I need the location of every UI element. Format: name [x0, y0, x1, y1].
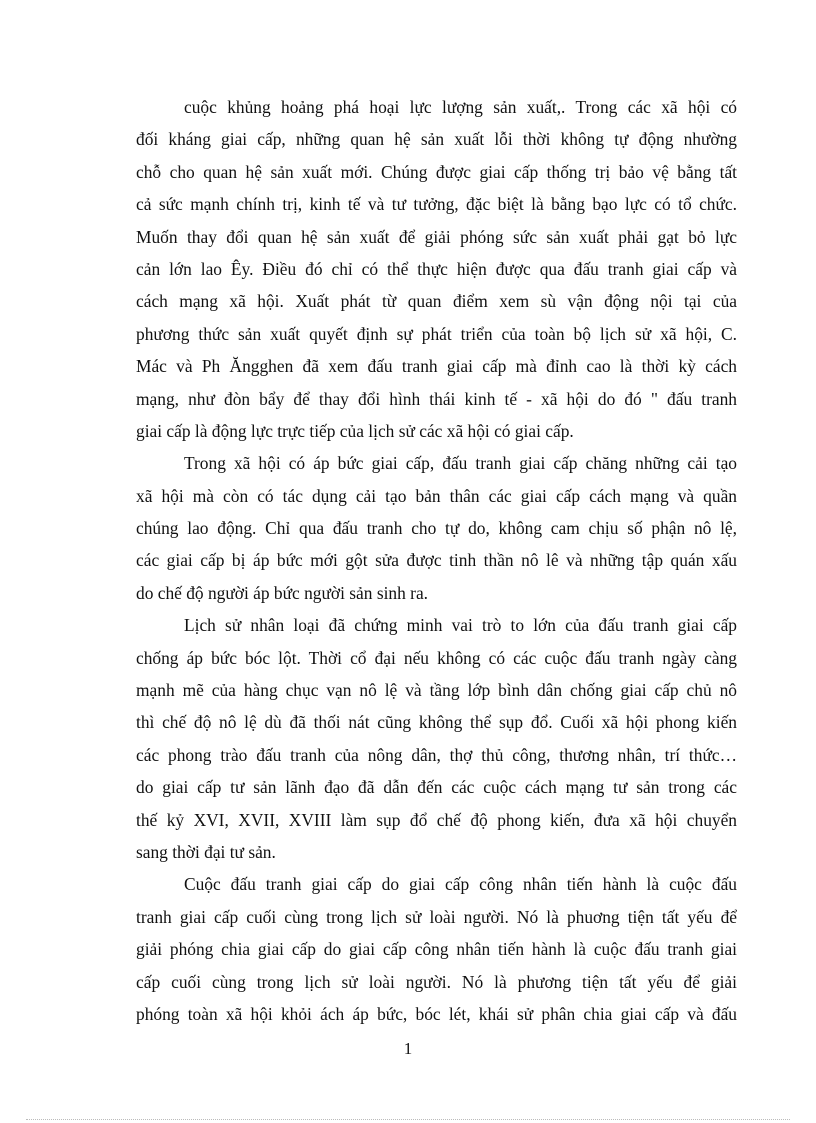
text-line: giải phóng chia giai cấp do giai cấp công nhân tiến hành là cuộc đấu tranh giai: [136, 939, 737, 960]
text-line: phóng toàn xã hội khỏi ách áp bức, bóc lét, khái sử phân chia giai cấp và đấu: [136, 1003, 737, 1024]
text-line: mạng, như đòn bẩy để thay đổi hình thái kinh tế - xã hội do đó " đấu tranh: [136, 388, 737, 409]
text-line: thế kỷ XVI, XVII, XVIII làm sụp đổ chế độ phong kiến, đưa xã hội chuyển: [136, 809, 737, 830]
text-line: Cuộc đấu tranh giai cấp do giai cấp công nhân tiến hành là cuộc đấu: [184, 874, 737, 895]
page-number: 1: [403, 1039, 413, 1058]
text-line: Trong xã hội có áp bức giai cấp, đấu tranh giai cấp chăng những cải tạo: [184, 453, 737, 474]
text-line: Muốn thay đổi quan hệ sản xuất để giải phóng sức sản xuất phải gạt bỏ lực: [136, 226, 737, 247]
text-line: giai cấp là động lực trực tiếp của lịch sử các xã hội có giai cấp.: [136, 420, 574, 441]
paragraph-2: [136, 447, 737, 609]
paragraph-4: [136, 868, 737, 1030]
text-line: cuộc khủng hoảng phá hoại lực lượng sản xuất,. Trong các xã hội có: [184, 97, 737, 117]
text-line: cản lớn lao Êy. Điều đó chỉ có thể thực hiện được qua đấu tranh giai cấp và: [136, 258, 737, 279]
text-line: các phong trào đấu tranh của nông dân, thợ thủ công, thương nhân, trí thức…: [136, 744, 737, 765]
paragraph-1: [136, 91, 737, 447]
text-line: tranh giai cấp cuối cùng trong lịch sử loài người. Nó là phuơng tiện tất yếu để: [136, 906, 737, 927]
text-line: mạnh mẽ của hàng chục vạn nô lệ và tầng lớp bình dân chống giai cấp chủ nô: [136, 680, 737, 701]
text-line: do chế độ người áp bức người sản sinh ra.: [136, 582, 429, 603]
text-line: phương thức sản xuất quyết định sự phát triển của toàn bộ lịch sử xã hội, C.: [136, 323, 737, 344]
text-line: Mác và Ph Ăngghen đã xem đấu tranh giai cấp mà đỉnh cao là thời kỳ cách: [136, 356, 737, 377]
document-body: [136, 91, 737, 1030]
text-line: cách mạng xã hội. Xuất phát từ quan điểm xem sù vận động nội tại của: [136, 291, 737, 312]
text-line: do giai cấp tư sản lãnh đạo đã dẫn đến các cuộc cách mạng tư sản trong các: [136, 777, 737, 798]
paragraph-3: [136, 609, 737, 868]
text-line: cả sức mạnh chính trị, kinh tế và tư tưởng, đặc biệt là bằng bạo lực có tổ chức.: [136, 194, 737, 215]
text-line: chúng lao động. Chỉ qua đấu tranh cho tự do, không cam chịu số phận nô lệ,: [136, 518, 737, 539]
text-line: chống áp bức bóc lột. Thời cổ đại nếu không có các cuộc đấu tranh ngày càng: [136, 647, 737, 668]
page-bottom-divider: [26, 1119, 790, 1120]
text-line: đối kháng giai cấp, những quan hệ sản xuất lỗi thời không tự động nhường: [136, 129, 737, 150]
text-line: Lịch sử nhân loại đã chứng minh vai trò to lớn của đấu tranh giai cấp: [184, 615, 737, 636]
text-line: sang thời đại tư sản.: [136, 841, 276, 862]
text-line: cấp cuối cùng trong lịch sử loài người. Nó là phương tiện tất yếu để giải: [136, 971, 737, 992]
text-line: thì chế độ nô lệ dù đã thối nát cũng không thể sụp đổ. Cuối xã hội phong kiến: [136, 712, 737, 733]
text-line: các giai cấp bị áp bức mới gột sửa được tinh thần nô lê và những tập quán xấu: [136, 550, 737, 571]
text-line: chỗ cho quan hệ sản xuất mới. Chúng được giai cấp thống trị bảo vệ bằng tất: [136, 161, 737, 182]
text-line: xã hội mà còn có tác dụng cải tạo bản thân các giai cấp cách mạng và quần: [136, 485, 737, 506]
